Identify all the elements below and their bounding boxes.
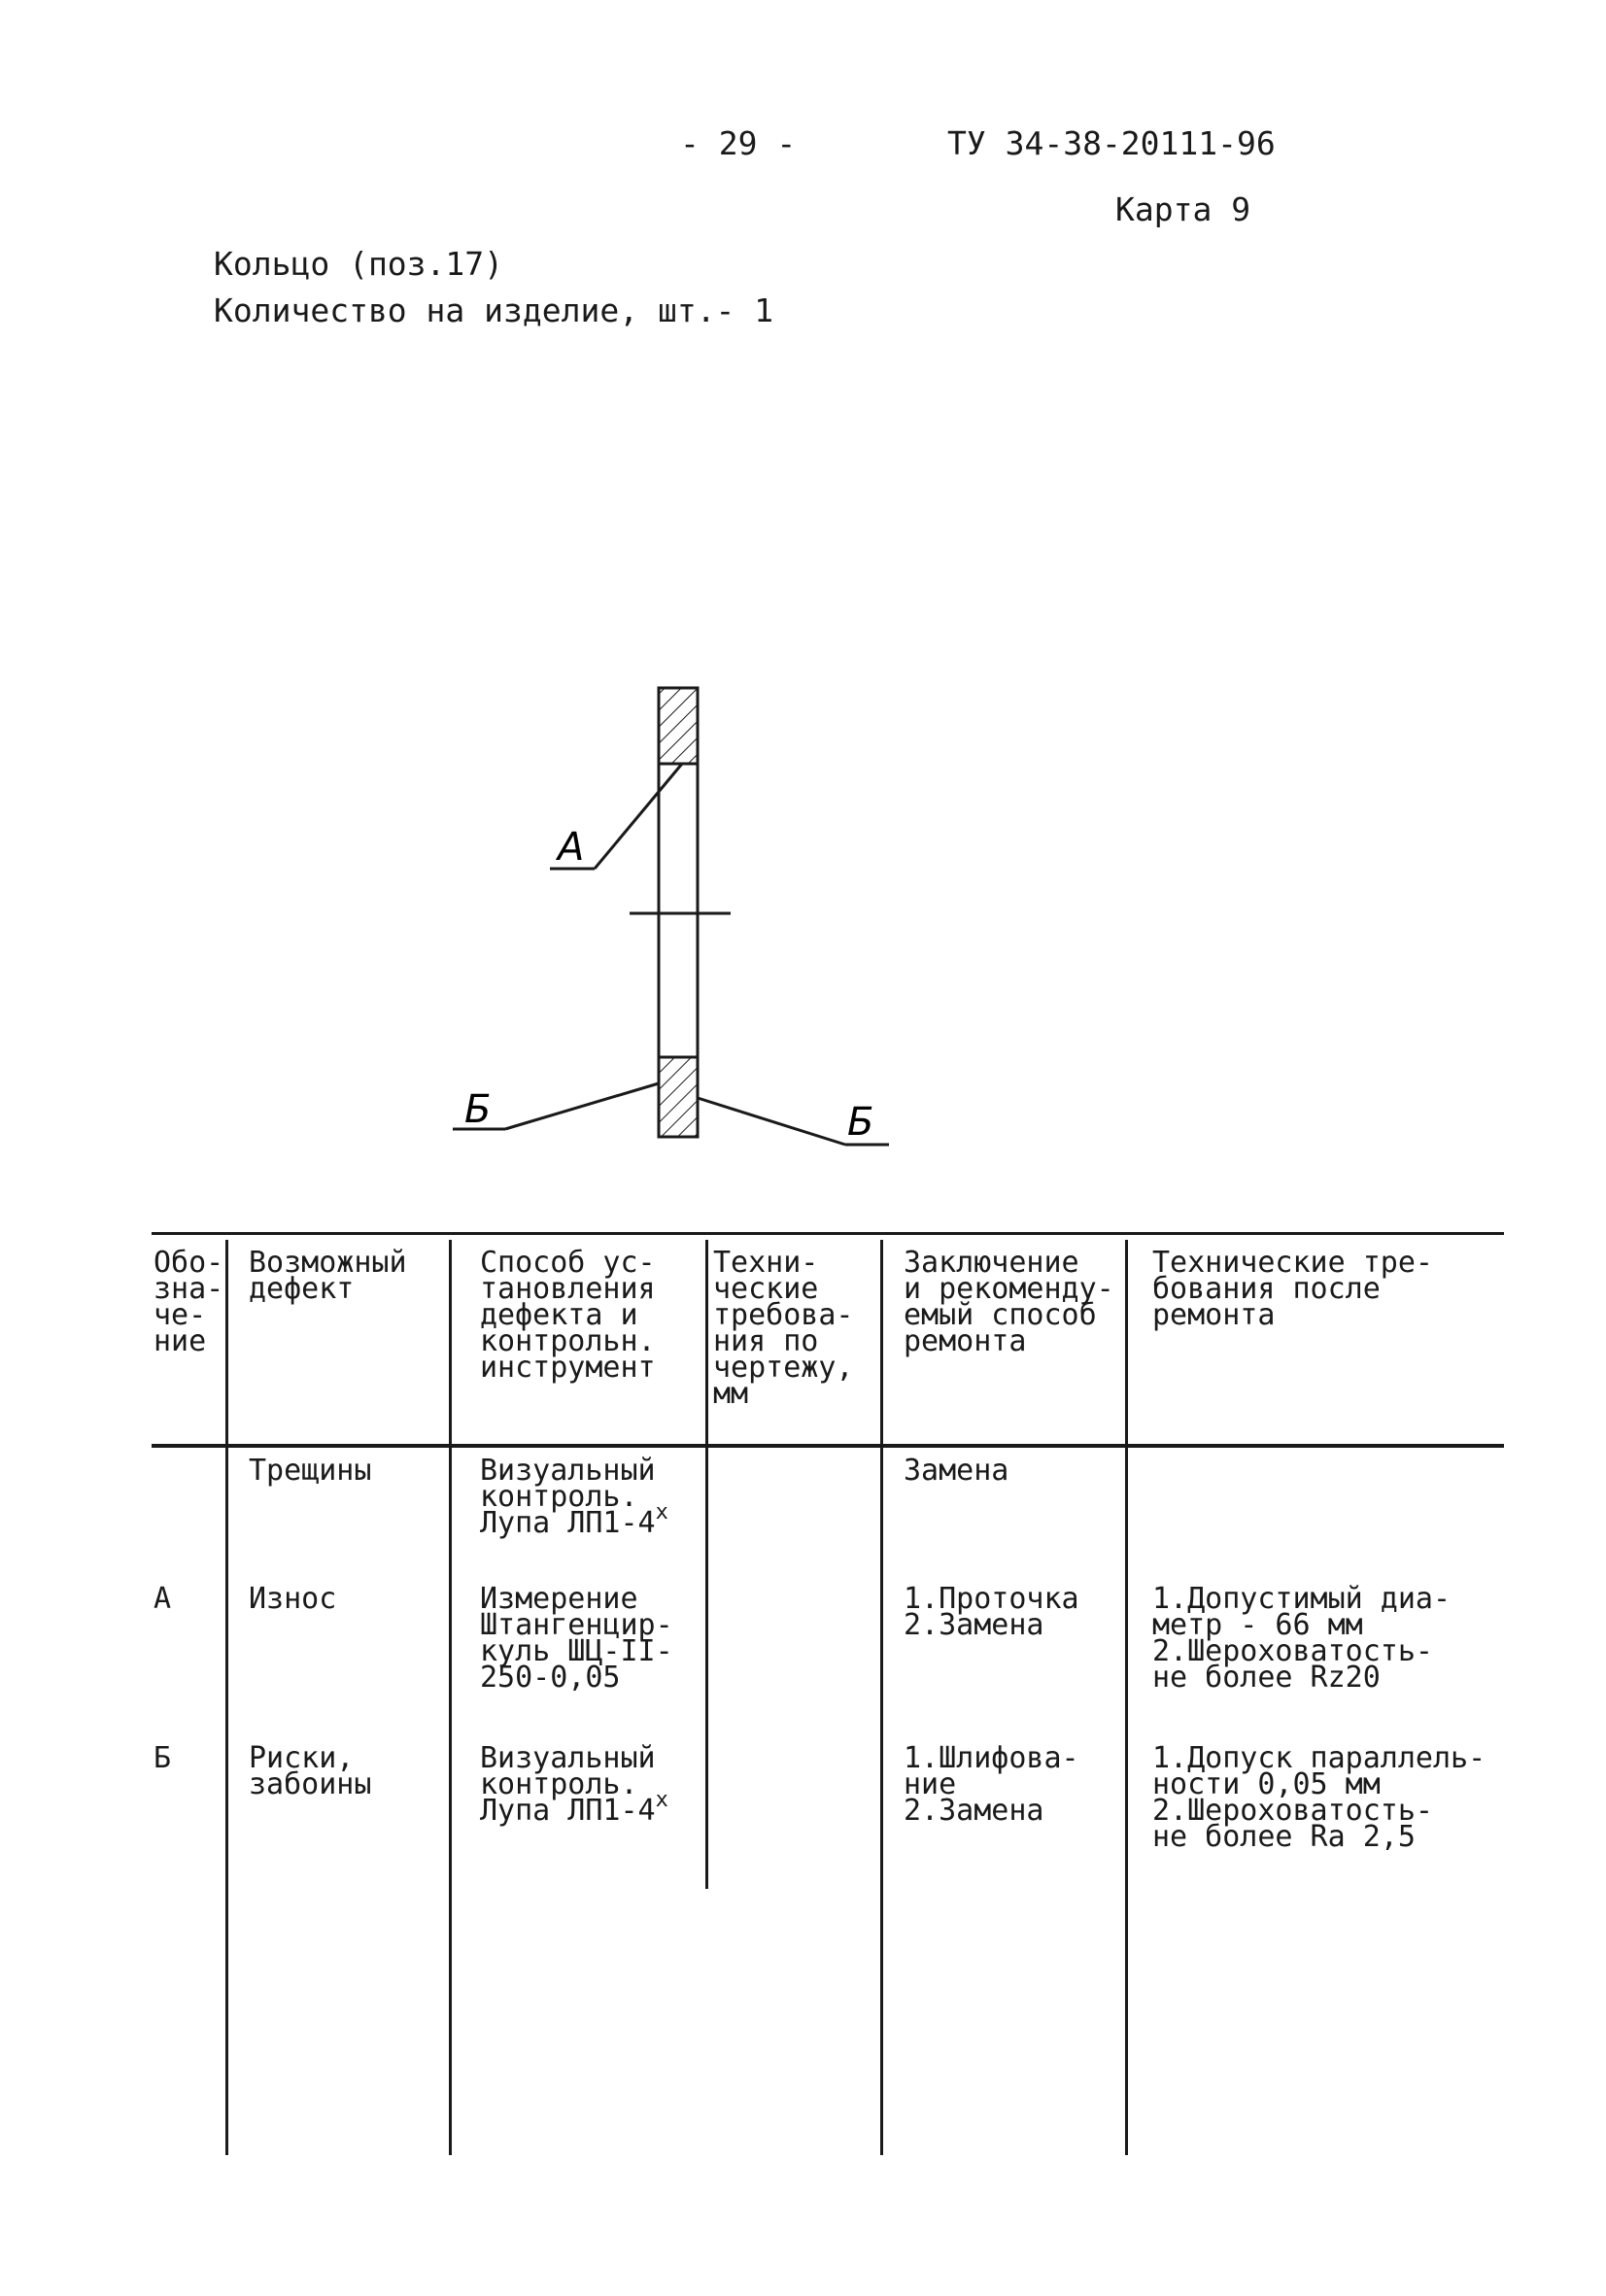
row3-designation: Б [154,1741,172,1775]
row1-method: Визуальный контроль. Лупа $ЛП1-4^х$ [480,1454,668,1540]
leader-a [595,764,682,869]
header-designation: Обо- зна- че- ние [154,1246,224,1358]
header-defect: Возможный дефект [249,1246,407,1306]
row3-method-sup: х [655,1788,668,1812]
part-quantity: Количество на изделие, шт.- 1 [214,291,774,329]
row3-conclusion: 1.Шлифова- ние 2.Замена [904,1741,1079,1828]
label-a: А [558,825,585,870]
col-divider-5 [1125,1240,1128,2155]
table-top-rule [152,1232,1504,1235]
col-divider-2 [449,1240,452,2155]
row3-after-repair: 1.Допуск параллель- ности 0,05 мм 2.Шероховатость- не более Ra 2,5 [1152,1741,1486,1854]
row2-conclusion: 1.Проточка 2.Замена [904,1582,1079,1642]
header-after-repair: Технические тре- бования после ремонта [1152,1246,1433,1332]
top-section-hatch [659,688,698,764]
col-divider-1 [225,1240,228,2155]
header-conclusion: Заключение и рекоменду- емый способ ремонта [904,1246,1114,1358]
row3-method: Визуальный контроль. Лупа $ЛП1-4^х$ [480,1741,668,1828]
row1-defect: Трещины [249,1454,372,1488]
col-divider-3 [705,1240,708,1889]
page-number: - 29 - [680,124,797,162]
row3-defect: Риски, забоины [249,1741,372,1801]
row2-designation: А [154,1582,172,1616]
row2-defect: Износ [249,1582,337,1616]
col-divider-4 [880,1240,883,2155]
table-header-rule [152,1444,1504,1448]
leader-b-right [698,1098,845,1145]
document-code: ТУ 34-38-20111-96 [947,124,1276,162]
row1-conclusion: Замена [904,1454,1009,1488]
label-b-left: Б [464,1087,492,1132]
row1-method-sup: х [655,1500,668,1525]
header-method: Способ ус- тановления дефекта и контрольн. инструмент [480,1246,656,1385]
label-b-right: Б [847,1100,874,1145]
header-drawing-req: Техни- ческие требова- ния по чертежу, мм [713,1246,854,1411]
part-name: Кольцо (поз.17) [214,245,504,283]
card-number: Карта 9 [1115,190,1251,228]
bottom-section-hatch [659,1057,698,1137]
row2-after-repair: 1.Допустимый диа- метр - 66 мм 2.Шероховатость- не более Rz20 [1152,1582,1452,1695]
row2-method: Измерение Штангенцир- куль ШЦ-II- 250-0,05 [480,1582,673,1695]
leader-b-left [505,1083,659,1129]
